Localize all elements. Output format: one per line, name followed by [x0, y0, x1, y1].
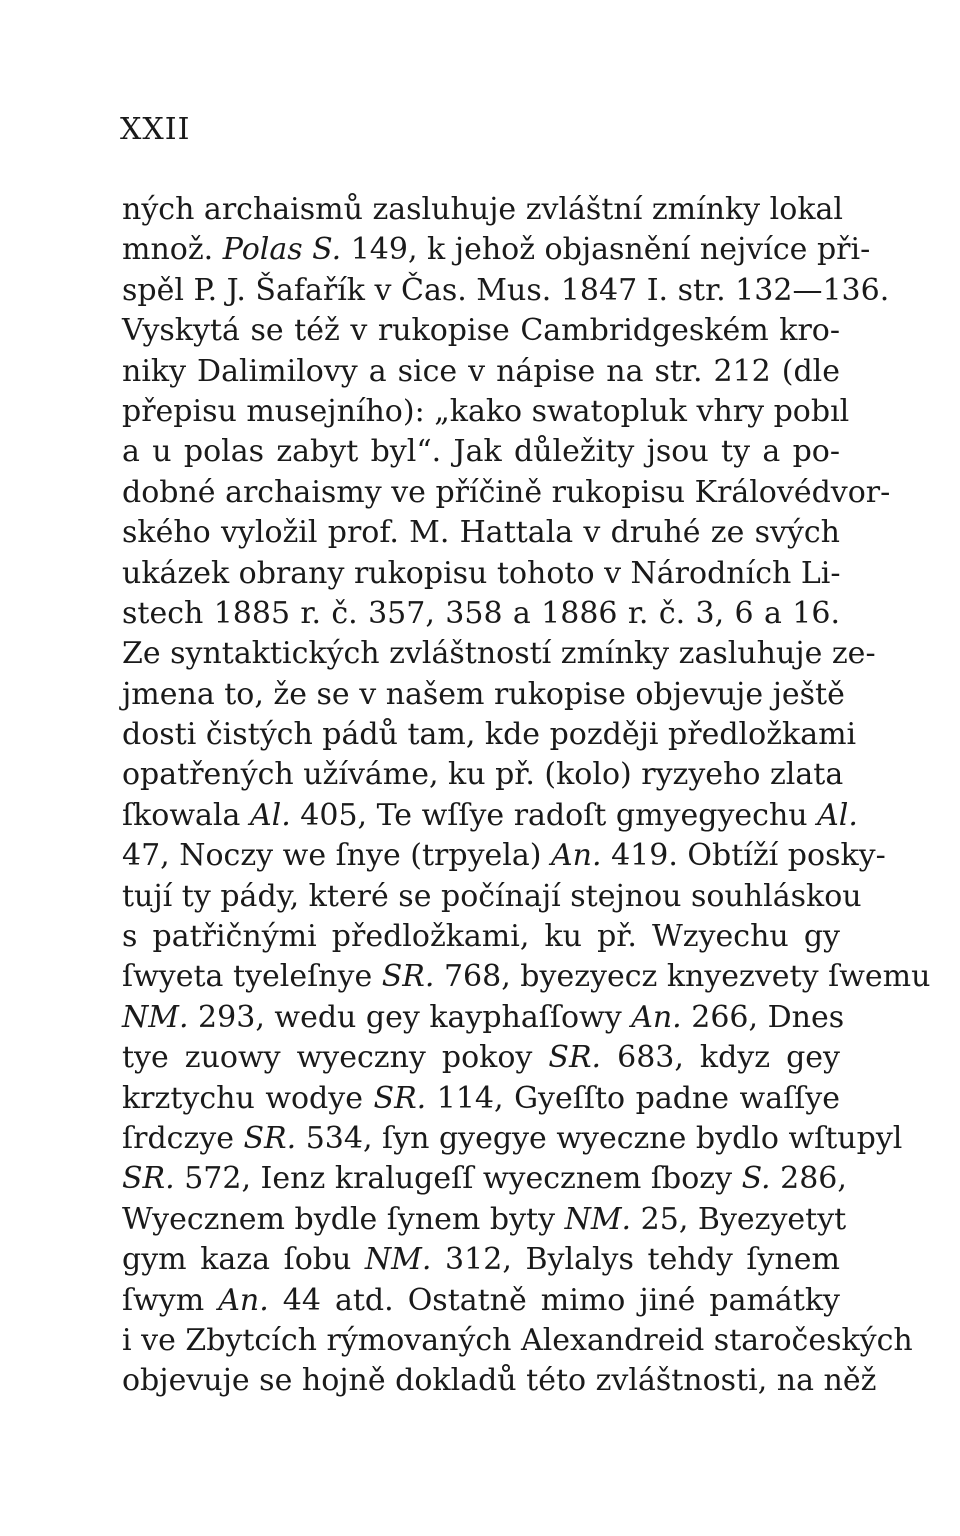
text-line: ského vyložil prof. M. Hattala v druhé ze svých: [122, 515, 840, 551]
text-line: niky Dalimilovy a sice v nápise na str. 212 (dle: [122, 353, 840, 389]
text-line: Vyskytá se též v rukopise Cambridgeském kro-: [122, 313, 840, 349]
text-line: dosti čistých pádů tam, kde později předložkami: [122, 717, 857, 753]
text-line: krztychu wodye SR. 114, Gyeſſto padne waſſye: [122, 1080, 840, 1116]
text-line: opatřených užíváme, ku př. (kolo) ryzyeho zlata: [122, 757, 844, 793]
text-line: přepisu musejního): „kako swatopluk vhry pobıl: [122, 393, 850, 429]
text-line: ſkowala Al. 405, Te wſſye radoſt gmyegyechu Al.: [122, 797, 858, 833]
text-line: Ze syntaktických zvláštností zmínky zasluhuje ze-: [122, 636, 876, 672]
text-line: SR. 572, Ienz kralugeſſ wyecznem ſbozy S. 286,: [122, 1161, 847, 1197]
text-line: i ve Zbytcích rýmovaných Alexandreid staročeských: [122, 1322, 913, 1358]
text-line: jmena to, že se v našem rukopise objevuje ještě: [122, 676, 845, 712]
text-line: objevuje se hojně dokladů této zvláštnosti, na něž: [122, 1363, 877, 1399]
text-line: NM. 293, wedu gey kayphaſſowy An. 266, Dnes: [122, 999, 845, 1035]
text-line: s patřičnými předložkami, ku př. Wzyechu gy: [122, 919, 840, 955]
text-line: spěl P. J. Šafařík v Čas. Mus. 1847 I. str. 132—136.: [122, 272, 890, 308]
text-line: stech 1885 r. č. 357, 358 a 1886 r. č. 3, 6 a 16.: [122, 595, 840, 631]
body-text: [122, 190, 931, 1402]
text-line: množ. Polas S. 149, k jehož objasnění nejvíce při-: [122, 232, 871, 268]
text-line: 47, Noczy we ſnye (trpyela) An. 419. Obtíží posky-: [122, 838, 886, 874]
text-line: dobné archaismy ve příčině rukopisu Královédvor-: [122, 474, 891, 510]
text-line: tují ty pády, které se počínají stejnou souhláskou: [122, 878, 862, 914]
text-line: a u polas zabyt byl“. Jak důležity jsou ty a po-: [122, 434, 840, 470]
text-line: ukázek obrany rukopisu tohoto v Národních Li-: [122, 555, 841, 591]
text-line: ných archaismů zasluhuje zvláštní zmínky lokal: [122, 192, 843, 227]
text-line: Wyecznem bydle ſynem byty NM. 25, Byezyetyt: [122, 1201, 847, 1237]
text-line: tye zuowy wyeczny pokoy SR. 683, kdyz gey: [122, 1040, 840, 1076]
text-line: ſwyeta tyeleſnye SR. 768, byezyecz knyezvety ſwemu: [122, 959, 931, 995]
text-line: ſwym An. 44 atd. Ostatně mimo jiné památky: [122, 1282, 840, 1318]
text-line: ſrdczye SR. 534, ſyn gyegye wyeczne bydlo wſtupyl: [122, 1120, 903, 1156]
page-number: XXII: [120, 112, 191, 147]
text-line: gym kaza ſobu NM. 312, Bylalys tehdy ſynem: [122, 1242, 840, 1278]
